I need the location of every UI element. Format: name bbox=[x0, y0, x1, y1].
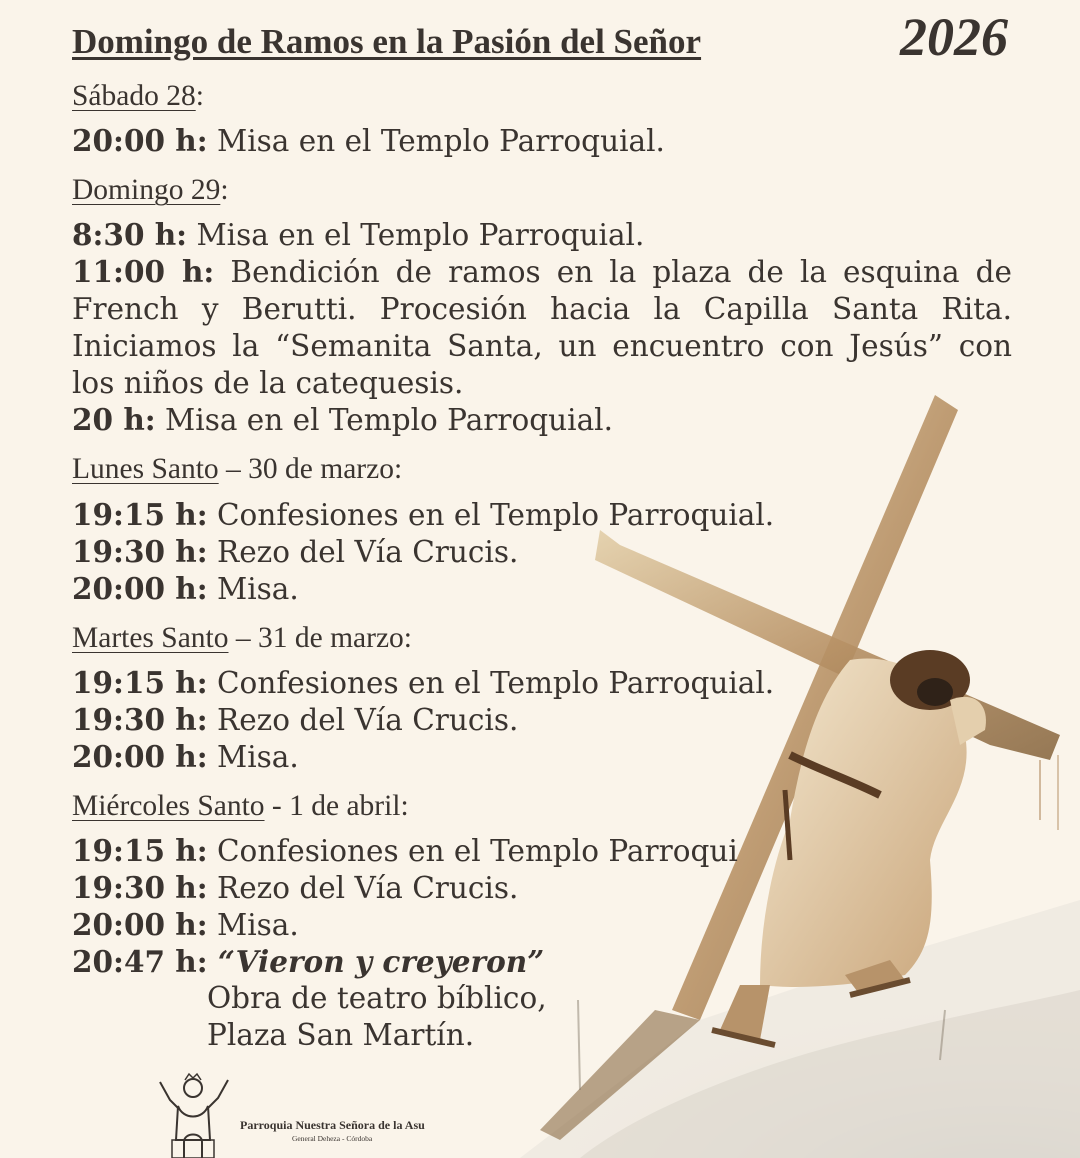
day-suffix: – 30 de marzo: bbox=[218, 453, 403, 485]
day-suffix: : bbox=[195, 80, 204, 112]
item-text: Misa. bbox=[207, 740, 299, 774]
schedule-item bbox=[72, 216, 644, 254]
item-text: Misa. bbox=[207, 908, 299, 942]
day-heading-mon bbox=[72, 451, 402, 488]
item-text: Confesiones en el Templo Parroquial. bbox=[207, 498, 775, 532]
day-suffix: - 1 de abril: bbox=[264, 790, 409, 822]
day-heading-wed bbox=[72, 788, 409, 825]
item-text: Bendición de ramos en la plaza de la esquina de French y Berutti. Procesión hacia la Capilla Santa Rita. Iniciamos la “Semanita Santa, un encuentro con Jesús” con los niños de la catequesis. bbox=[72, 255, 1012, 400]
item-text: Confesiones en el Templo Parroquial. bbox=[207, 666, 775, 700]
schedule-item bbox=[72, 943, 544, 981]
item-time: 8:30 h: bbox=[72, 217, 188, 252]
item-time: 19:15 h: bbox=[72, 833, 208, 868]
item-time: 19:30 h: bbox=[72, 870, 208, 905]
item-time: 19:15 h: bbox=[72, 665, 208, 700]
parish-location: General Deheza - Córdoba bbox=[292, 1134, 373, 1143]
play-location: Plaza San Martín. bbox=[207, 1018, 475, 1052]
year-label: 2026 bbox=[900, 7, 1008, 67]
day-name: Martes Santo bbox=[72, 622, 229, 654]
page-title: Domingo de Ramos en la Pasión del Señor bbox=[72, 22, 702, 61]
item-text: Misa en el Templo Parroquial. bbox=[207, 124, 665, 158]
schedule-item bbox=[72, 906, 299, 944]
day-heading-sat bbox=[72, 78, 204, 115]
item-time: 20:00 h: bbox=[72, 739, 208, 774]
schedule-item bbox=[72, 738, 299, 776]
item-time: 19:30 h: bbox=[72, 702, 208, 737]
schedule-item bbox=[72, 701, 518, 739]
schedule-item bbox=[72, 664, 774, 702]
schedule-item bbox=[72, 122, 665, 160]
item-text: Misa en el Templo Parroquial. bbox=[187, 218, 645, 252]
play-description: Obra de teatro bíblico, bbox=[207, 981, 547, 1015]
item-text: Misa. bbox=[207, 572, 299, 606]
play-title: “Vieron y creyeron” bbox=[207, 944, 545, 979]
day-heading-sun bbox=[72, 172, 229, 209]
item-time: 20:00 h: bbox=[72, 123, 208, 158]
schedule-item bbox=[72, 533, 518, 571]
schedule-item bbox=[72, 253, 1012, 402]
schedule-item bbox=[72, 570, 299, 608]
day-name: Miércoles Santo bbox=[72, 790, 265, 822]
item-time: 20:00 h: bbox=[72, 907, 208, 942]
item-time: 20 h: bbox=[72, 402, 156, 437]
schedule-item bbox=[72, 496, 774, 534]
item-text: Rezo del Vía Crucis. bbox=[207, 871, 519, 905]
day-heading-tue bbox=[72, 620, 412, 657]
day-name: Sábado 28 bbox=[72, 80, 196, 112]
schedule-item bbox=[72, 401, 613, 439]
item-time: 20:00 h: bbox=[72, 571, 208, 606]
schedule-item bbox=[72, 832, 738, 870]
parish-name: Parroquia Nuestra Señora de la Asu bbox=[240, 1118, 425, 1132]
item-text: Rezo del Vía Crucis. bbox=[207, 703, 519, 737]
item-text: Confesiones en el Templo Parroqui bbox=[207, 834, 738, 868]
item-time: 20:47 h: bbox=[72, 944, 208, 979]
day-name: Domingo 29 bbox=[72, 174, 221, 206]
parish-text bbox=[240, 1116, 425, 1143]
item-time: 19:15 h: bbox=[72, 497, 208, 532]
day-suffix: : bbox=[220, 174, 229, 206]
item-text: Rezo del Vía Crucis. bbox=[207, 535, 519, 569]
day-suffix: – 31 de marzo: bbox=[228, 622, 412, 654]
item-time: 11:00 h: bbox=[72, 254, 215, 289]
item-time: 19:30 h: bbox=[72, 534, 208, 569]
parish-logo bbox=[148, 1070, 238, 1158]
day-name: Lunes Santo bbox=[72, 453, 219, 485]
item-text: Misa en el Templo Parroquial. bbox=[155, 403, 613, 437]
schedule-item bbox=[72, 869, 518, 907]
